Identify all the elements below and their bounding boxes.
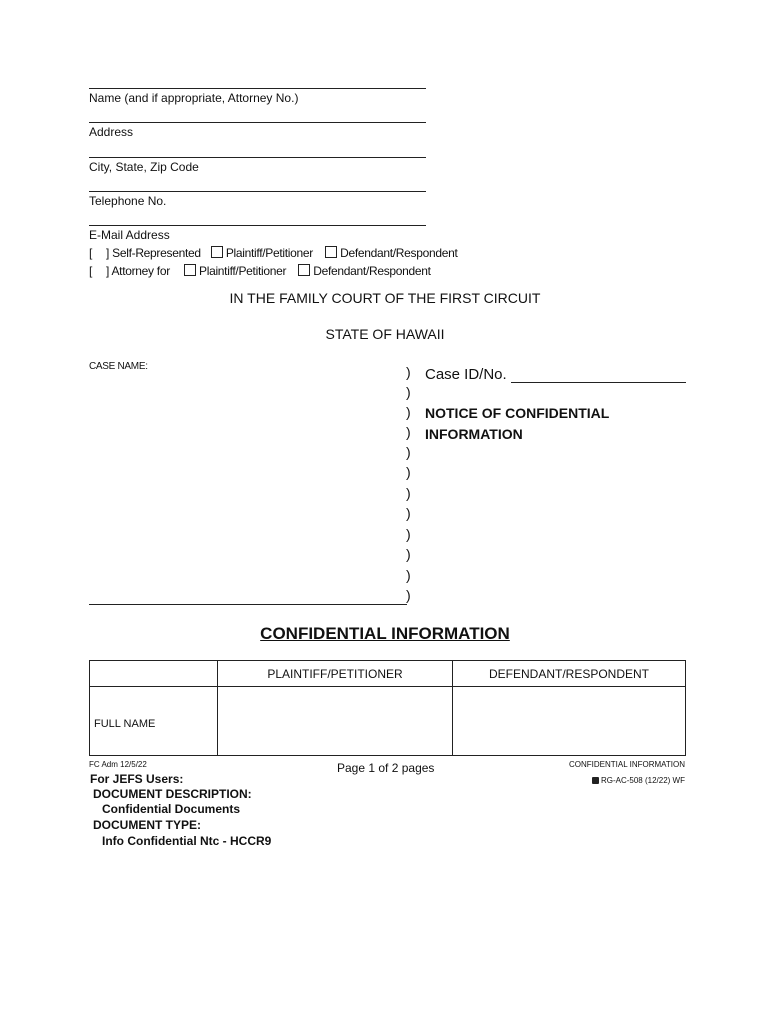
document-type-value: Info Confidential Ntc - HCCR9 (102, 834, 272, 848)
page-count: Page 1 of 2 pages (337, 761, 435, 775)
self-defendant-label: Defendant/Respondent (340, 246, 458, 260)
caption-paren: ) (406, 424, 411, 440)
case-id-label: Case ID/No. (425, 366, 507, 383)
name-label: Name (and if appropriate, Attorney No.) (89, 91, 299, 105)
attorney-plaintiff-label: Plaintiff/Petitioner (199, 264, 287, 278)
footer-form-code-row (592, 776, 685, 785)
self-represented-label: Self-Represented (112, 246, 201, 260)
column-header-plaintiff: PLAINTIFF/PETITIONER (218, 661, 453, 687)
table-corner-cell (90, 661, 218, 687)
self-defendant-checkbox[interactable] (325, 246, 337, 258)
attorney-for-label: Attorney for (111, 264, 170, 278)
caption-paren: ) (406, 587, 411, 603)
attorney-defendant-label: Defendant/Respondent (313, 264, 431, 278)
case-name-bottom-line[interactable] (89, 604, 407, 605)
caption-paren: ) (406, 526, 411, 542)
self-represented-row (89, 246, 458, 260)
attorney-defendant-checkbox[interactable] (298, 264, 310, 276)
caption-paren: ) (406, 546, 411, 562)
case-id-input-line[interactable] (511, 382, 686, 383)
full-name-label: FULL NAME (94, 718, 156, 730)
document-description-label: DOCUMENT DESCRIPTION: (93, 787, 252, 801)
notice-title-line1: NOTICE OF CONFIDENTIAL (425, 405, 610, 421)
caption-paren: ) (406, 404, 411, 420)
form-id: FC Adm 12/5/22 (89, 760, 147, 769)
column-header-defendant: DEFENDANT/RESPONDENT (453, 661, 686, 687)
document-description-value: Confidential Documents (102, 802, 241, 816)
address-label: Address (89, 125, 134, 139)
address-line[interactable] (89, 122, 426, 123)
defendant-full-name-cell[interactable] (453, 687, 686, 756)
attorney-for-checkbox[interactable]: [ ] (89, 264, 110, 278)
attorney-plaintiff-checkbox[interactable] (184, 264, 196, 276)
attorney-for-row (89, 264, 431, 278)
caption-paren: ) (406, 384, 411, 400)
caption-paren: ) (406, 485, 411, 501)
email-line[interactable] (89, 225, 426, 226)
seal-icon (592, 777, 599, 784)
document-type-label: DOCUMENT TYPE: (93, 818, 201, 832)
case-name-label: CASE NAME: (89, 361, 148, 372)
notice-title-line2: INFORMATION (425, 426, 523, 442)
court-state: STATE OF HAWAII (325, 326, 445, 342)
caption-paren: ) (406, 464, 411, 480)
email-label: E-Mail Address (89, 228, 170, 242)
caption-paren: ) (406, 567, 411, 583)
self-represented-checkbox[interactable]: [ ] (89, 246, 110, 260)
section-title: CONFIDENTIAL INFORMATION (260, 624, 510, 643)
court-name: IN THE FAMILY COURT OF THE FIRST CIRCUIT (229, 290, 541, 306)
name-line[interactable] (89, 88, 426, 89)
city-line[interactable] (89, 157, 426, 158)
row-label-full-name (90, 687, 218, 756)
jefs-users-label: For JEFS Users: (90, 772, 184, 786)
form-code: RG-AC-508 (12/22) WF (600, 776, 685, 785)
caption-paren: ) (406, 444, 411, 460)
footer-confidential: CONFIDENTIAL INFORMATION (569, 760, 685, 769)
city-state-zip-label: City, State, Zip Code (89, 160, 199, 174)
caption-paren: ) (406, 364, 411, 380)
self-plaintiff-checkbox[interactable] (211, 246, 223, 258)
telephone-line[interactable] (89, 191, 426, 192)
self-plaintiff-label: Plaintiff/Petitioner (225, 246, 313, 260)
caption-paren: ) (406, 505, 411, 521)
telephone-label: Telephone No. (89, 194, 167, 208)
confidential-info-table (89, 660, 686, 756)
plaintiff-full-name-cell[interactable] (218, 687, 453, 756)
